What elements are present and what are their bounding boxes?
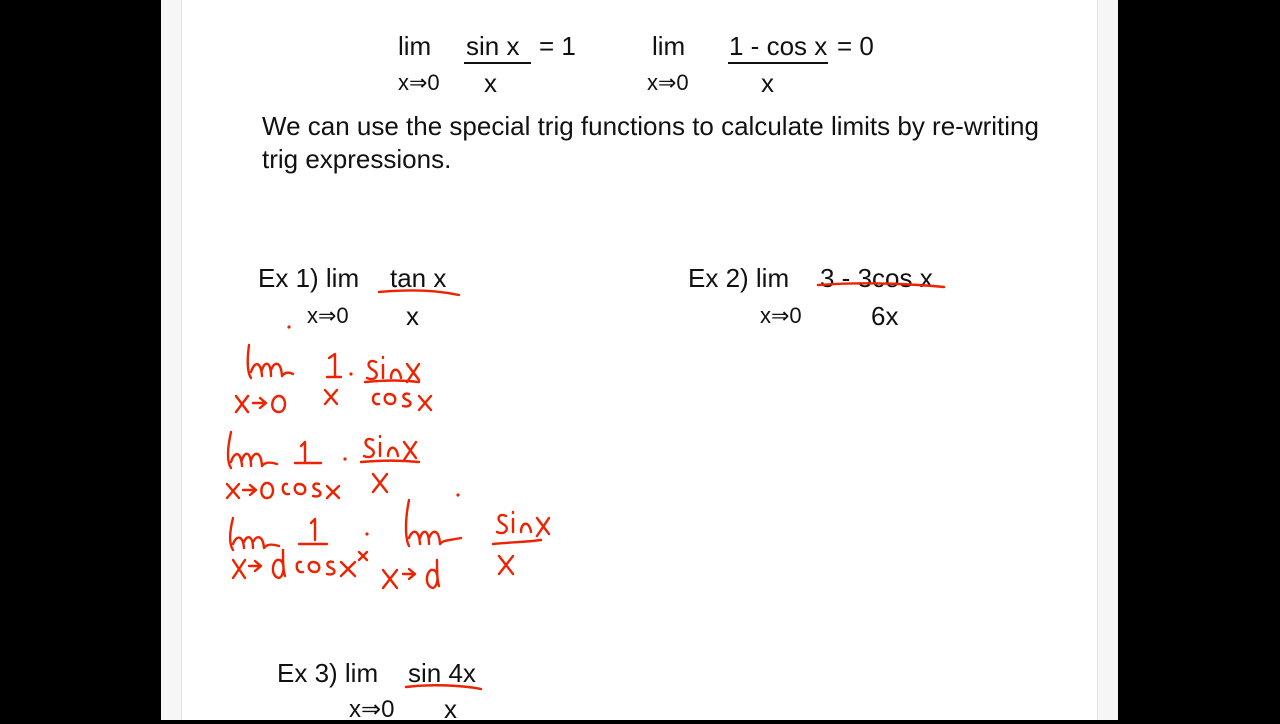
ink-underline-ex1 [379, 290, 459, 295]
example1-denominator: x [406, 301, 419, 331]
identity2-result: = 0 [837, 31, 874, 61]
identity2-subscript: x⇒0 [647, 70, 689, 95]
identity1-numerator: sin x [466, 31, 520, 61]
example2-subscript: x⇒0 [760, 303, 802, 328]
ink-work-line-2 [227, 432, 419, 498]
example2-denominator: 6x [871, 301, 899, 331]
example3-label: Ex 3) lim [277, 658, 379, 688]
identity1-denominator: x [484, 68, 497, 98]
identity2-lim: lim [652, 31, 686, 61]
ink-work-line-1 [236, 345, 431, 412]
identity1-lim: lim [398, 31, 432, 61]
example1-subscript: x⇒0 [307, 303, 349, 328]
ink-underline-ex2 [818, 283, 944, 287]
example2-numerator: 3 - 3cos x [820, 263, 933, 293]
example2-label: Ex 2) lim [688, 263, 790, 293]
whiteboard-page [161, 0, 1118, 724]
ink-dot [287, 325, 290, 328]
ink-work-line-3 [230, 493, 549, 588]
ink-underline-ex3 [406, 685, 481, 689]
example1-label: Ex 1) lim [258, 263, 360, 293]
example3-subscript: x⇒0 [349, 696, 395, 723]
identity2-denominator: x [761, 68, 774, 98]
identity1-result: = 1 [539, 31, 576, 61]
handwriting-layer [161, 0, 1118, 724]
identity2-numerator: 1 - cos x [729, 31, 828, 61]
intro-paragraph: We can use the special trig functions to calculate limits by re-writing trig expressions. [262, 111, 1039, 174]
example3-numerator: sin 4x [408, 658, 476, 688]
example3-denominator: x [444, 694, 457, 724]
example1-numerator: tan x [390, 263, 447, 293]
identity1-subscript: x⇒0 [398, 70, 440, 95]
